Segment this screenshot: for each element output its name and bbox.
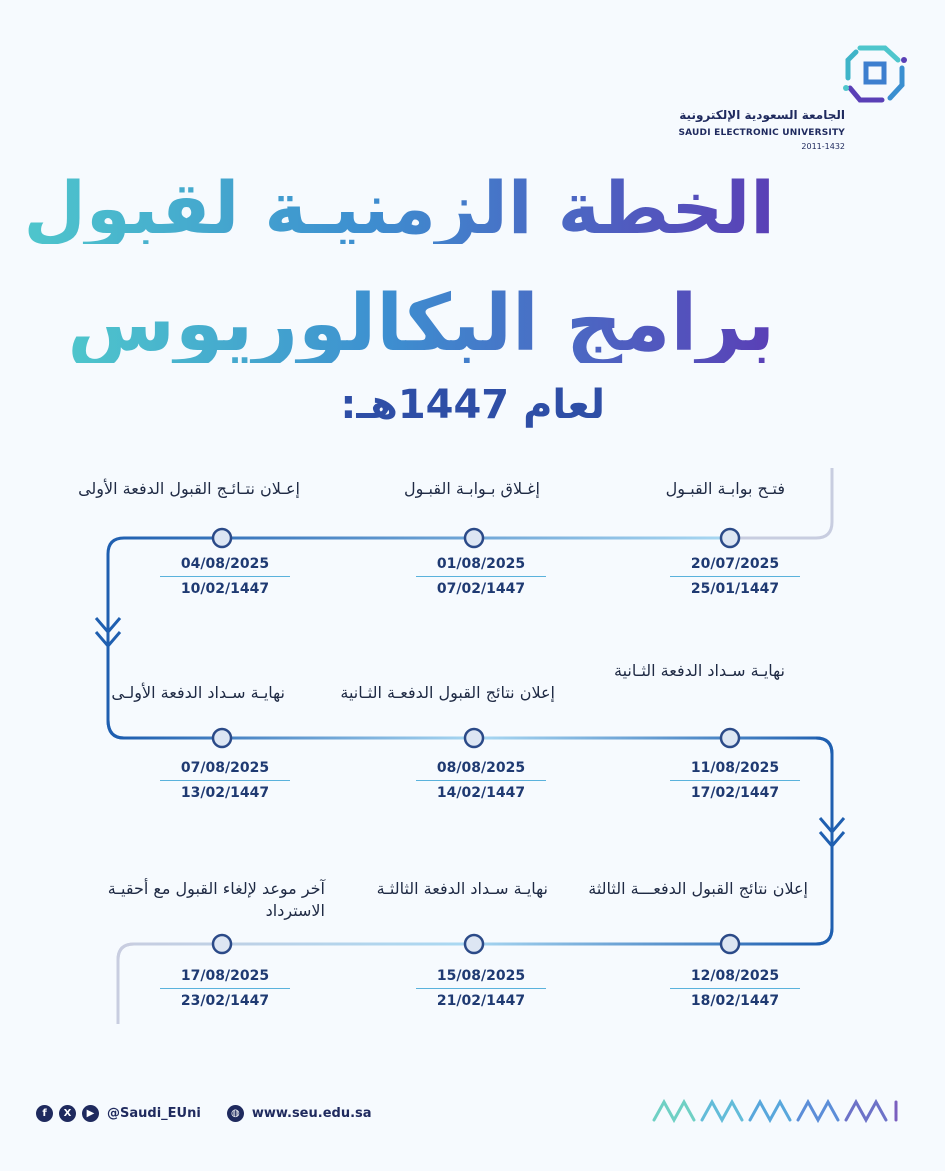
timeline-node xyxy=(721,935,739,953)
event-label: إعلان نتائج القبول الدفعـة الثـانية xyxy=(340,683,555,702)
event-label: نهايـة سـداد الدفعة الثالثـة xyxy=(376,879,548,898)
gregorian-date: 15/08/2025 xyxy=(436,968,526,984)
hijri-date: 13/02/1447 xyxy=(160,780,290,805)
x-icon[interactable]: X xyxy=(59,1105,76,1122)
event-label: إغـلاق بـوابـة القبـول xyxy=(403,479,540,498)
hijri-date: 18/02/1447 xyxy=(670,988,800,1013)
hijri-date: 25/01/1447 xyxy=(670,576,800,601)
timeline-node xyxy=(465,729,483,747)
globe-icon: ◍ xyxy=(227,1105,244,1122)
hijri-date: 07/02/1447 xyxy=(416,576,546,601)
gregorian-date: 04/08/2025 xyxy=(180,556,270,572)
event-label: نهايـة سـداد الدفعة الأولـى xyxy=(111,683,285,702)
event-label: إعـلان نتـائـج القبول الدفعة الأولى xyxy=(78,479,300,498)
event-dates xyxy=(160,756,290,805)
youtube-icon[interactable]: ▶ xyxy=(82,1105,99,1122)
gregorian-date: 07/08/2025 xyxy=(180,760,270,776)
social-handle-link[interactable]: @Saudi_EUni xyxy=(107,1105,201,1121)
event-dates xyxy=(160,552,290,601)
footer-contacts xyxy=(36,1102,392,1124)
gregorian-date: 08/08/2025 xyxy=(436,760,526,776)
saudi-pattern-icon xyxy=(650,1096,910,1126)
event-label: آخر موعد لإلغاء القبول مع أحقيـة الاسترداد xyxy=(107,879,325,920)
gregorian-date: 11/08/2025 xyxy=(690,760,780,776)
event-label: إعلان نتائج القبول الدفعـــة الثالثة xyxy=(588,879,808,898)
hijri-date: 10/02/1447 xyxy=(160,576,290,601)
event-dates xyxy=(670,964,800,1013)
timeline-node xyxy=(213,729,231,747)
logo-name-arabic: الجامعة السعودية الإلكترونية xyxy=(679,108,845,122)
page-title-line-1: الخطة الزمنيـة لقبول xyxy=(23,166,775,250)
facebook-icon[interactable]: f xyxy=(36,1105,53,1122)
event-dates xyxy=(670,552,800,601)
event-dates xyxy=(160,964,290,1013)
gregorian-date: 20/07/2025 xyxy=(690,556,780,572)
hijri-date: 14/02/1447 xyxy=(416,780,546,805)
event-dates xyxy=(670,756,800,805)
timeline-node xyxy=(465,935,483,953)
website-link[interactable]: www.seu.edu.sa xyxy=(251,1105,372,1121)
gregorian-date: 12/08/2025 xyxy=(690,968,780,984)
timeline-node xyxy=(213,935,231,953)
timeline-node xyxy=(721,529,739,547)
event-label: فتـح بوابـة القبـول xyxy=(665,479,785,498)
event-label: نهايـة سـداد الدفعة الثـانية xyxy=(614,661,785,680)
event-dates xyxy=(416,552,546,601)
gregorian-date: 01/08/2025 xyxy=(436,556,526,572)
page-subtitle: لعام 1447هـ: xyxy=(340,382,605,428)
event-dates xyxy=(416,964,546,1013)
timeline-node xyxy=(721,729,739,747)
timeline-node xyxy=(465,529,483,547)
timeline-node xyxy=(213,529,231,547)
event-dates xyxy=(416,756,546,805)
logo-years: 2011-1432 xyxy=(801,142,845,151)
hijri-date: 17/02/1447 xyxy=(670,780,800,805)
hijri-date: 21/02/1447 xyxy=(416,988,546,1013)
page-title-line-2: برامج البكالوريوس xyxy=(67,279,775,369)
logo-name-english: SAUDI ELECTRONIC UNIVERSITY xyxy=(678,128,845,138)
hijri-date: 23/02/1447 xyxy=(160,988,290,1013)
gregorian-date: 17/08/2025 xyxy=(180,968,270,984)
